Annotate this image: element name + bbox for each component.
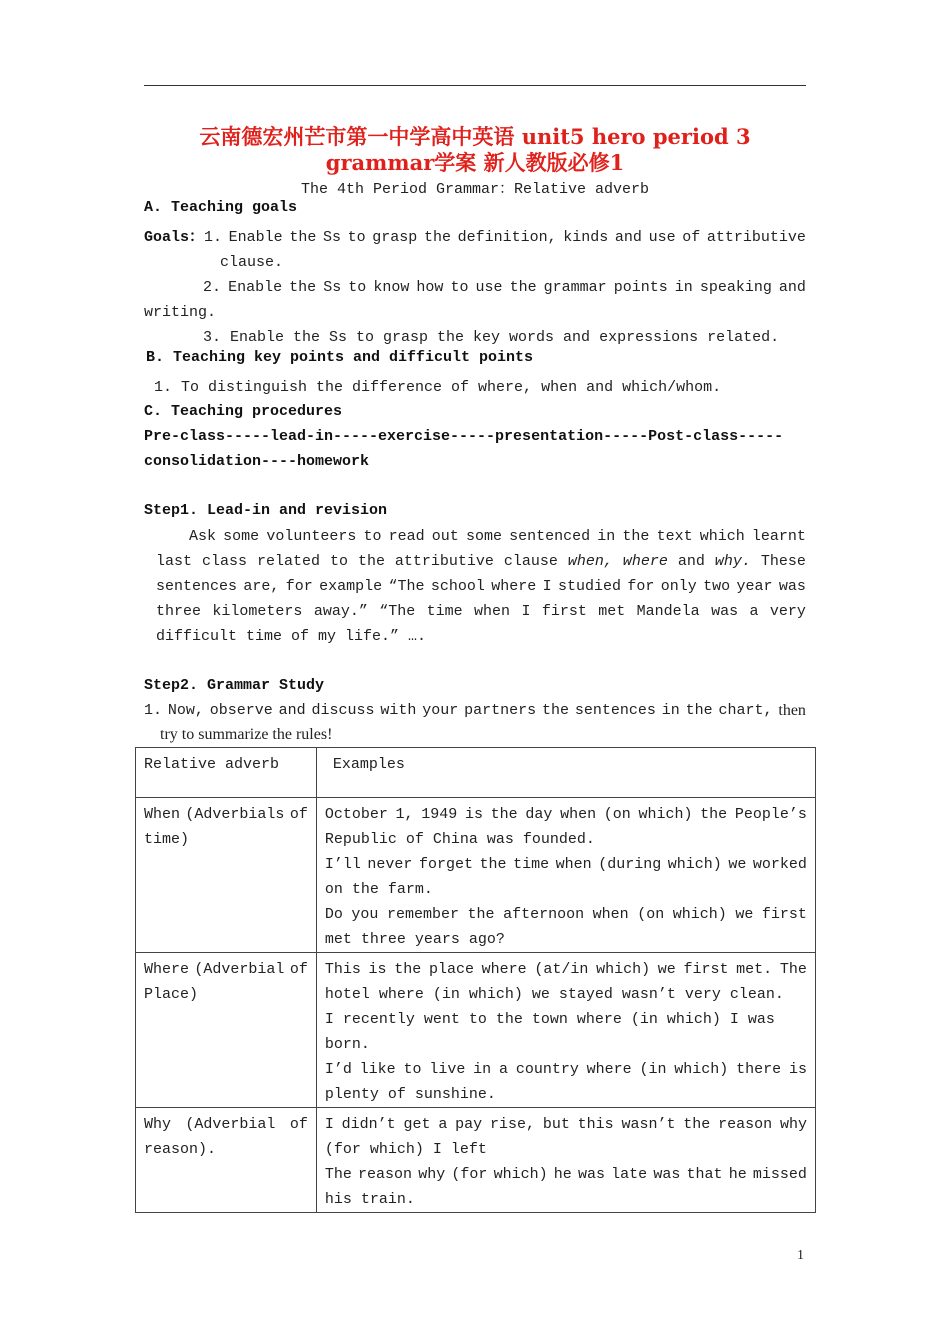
example-sentence-line: plenty of sunshine.	[324, 1086, 496, 1103]
example-sentence-line: met three years ago?	[324, 931, 505, 948]
word: why	[418, 1166, 446, 1183]
word: this	[577, 1116, 614, 1133]
word: the	[542, 702, 570, 719]
header-relative-adverb-label: Relative adverb	[144, 756, 280, 773]
word: day	[525, 806, 553, 823]
word: he	[728, 1166, 747, 1183]
word: I	[521, 603, 531, 620]
goal-2-continuation: writing.	[144, 304, 217, 321]
word: which)	[596, 961, 651, 978]
word: (during	[598, 856, 662, 873]
word: you	[351, 906, 379, 923]
word: that	[686, 1166, 723, 1183]
row-where-examples	[316, 953, 815, 1108]
word: the	[683, 1116, 711, 1133]
word: a	[498, 1061, 508, 1078]
word: and	[778, 279, 806, 296]
word: Mandela	[636, 603, 700, 620]
word: learnt	[751, 528, 806, 545]
procedure-line-2: consolidation----homework	[144, 453, 370, 470]
word: discuss	[311, 702, 375, 719]
word: volunteers	[266, 528, 357, 545]
word: related	[256, 553, 320, 570]
word: Now,	[167, 702, 204, 719]
word: Why	[144, 1116, 172, 1133]
word: the	[394, 961, 422, 978]
row-where-adverb	[136, 953, 317, 1108]
word: some	[223, 528, 260, 545]
word: in	[674, 279, 693, 296]
word: is	[788, 1061, 807, 1078]
document-title-line2: grammar学案 新人教版必修1	[325, 150, 625, 175]
word: in	[661, 702, 680, 719]
word: read	[388, 528, 425, 545]
word: which)	[672, 906, 727, 923]
section-b-heading: B. Teaching key points and difficult points	[146, 349, 534, 366]
word: there	[736, 1061, 782, 1078]
row-where-adverb-line1	[144, 957, 308, 982]
word: the	[509, 279, 537, 296]
word: time	[426, 603, 463, 620]
word: three	[156, 603, 202, 620]
row-why-examples	[316, 1108, 815, 1213]
word: some	[465, 528, 502, 545]
word: reason	[358, 1166, 413, 1183]
step1-line-5: difficult time of my life.” ….	[156, 628, 427, 645]
word: (Adverbial	[194, 961, 285, 978]
word: we	[735, 906, 754, 923]
word: afternoon	[503, 906, 585, 923]
word: when	[560, 806, 597, 823]
word: the	[685, 702, 713, 719]
goals-label: Goals：	[144, 229, 205, 246]
word: which)	[493, 1166, 548, 1183]
row-when-adverb-line1	[144, 802, 308, 827]
word: (for	[451, 1166, 488, 1183]
word: use	[648, 229, 676, 246]
example-sentence-line	[325, 1162, 807, 1187]
word: Where	[144, 961, 190, 978]
header-relative-adverb	[136, 748, 317, 798]
word: the	[289, 229, 317, 246]
example-sentence-line	[325, 852, 807, 877]
word: text	[656, 528, 693, 545]
word: the	[622, 528, 650, 545]
word: in	[597, 528, 616, 545]
word: (on	[637, 906, 665, 923]
word: of	[682, 229, 701, 246]
word: to	[329, 553, 348, 570]
section-a-heading: A. Teaching goals	[144, 199, 298, 216]
word: I’d	[324, 1061, 352, 1078]
word: example	[319, 578, 383, 595]
word: how	[416, 279, 444, 296]
word: Ss	[322, 229, 341, 246]
word: 1,	[395, 806, 414, 823]
word: The	[324, 1166, 352, 1183]
word: grammar	[543, 279, 607, 296]
word: When	[144, 806, 181, 823]
word: (at/in	[534, 961, 589, 978]
word: out	[431, 528, 459, 545]
word: the	[479, 856, 507, 873]
word: of	[289, 806, 308, 823]
word: school	[430, 578, 485, 595]
header-rule	[144, 85, 806, 86]
step1-line-2	[156, 552, 806, 572]
word: kinds	[563, 229, 609, 246]
word: which)	[674, 1061, 729, 1078]
word: first	[541, 603, 587, 620]
word: wasn’t	[621, 1116, 676, 1133]
section-c-heading: C. Teaching procedures	[144, 403, 343, 420]
word: like	[359, 1061, 396, 1078]
word: This	[324, 961, 361, 978]
document-title-line1: 云南德宏州芒市第一中学高中英语 unit5 hero period 3	[199, 124, 751, 149]
word: and	[278, 702, 306, 719]
word: Ss	[323, 279, 342, 296]
word: clause	[503, 553, 558, 570]
word: where	[622, 553, 668, 570]
word: with	[380, 702, 417, 719]
word: a	[438, 1116, 448, 1133]
example-sentence-line	[325, 1112, 807, 1137]
row-when-adverb-line2: time)	[144, 831, 190, 848]
word: of	[289, 1116, 308, 1133]
goal-3-line: 3. Enable the Ss to grasp the key words and expressions related.	[203, 329, 780, 346]
word: was	[577, 1166, 605, 1183]
word: (Adverbial	[185, 1116, 276, 1133]
step2-line-1	[144, 701, 806, 721]
word: use	[475, 279, 503, 296]
row-when-examples	[316, 798, 815, 953]
word: remember	[386, 906, 459, 923]
table-row	[136, 1108, 816, 1213]
word: where	[481, 961, 527, 978]
word: (in	[639, 1061, 667, 1078]
word: the	[289, 279, 317, 296]
word: the	[423, 229, 451, 246]
word: which	[699, 528, 745, 545]
word: 1.	[204, 229, 223, 246]
table-row	[136, 953, 816, 1108]
word: attributive	[706, 229, 806, 246]
word: Do	[324, 906, 343, 923]
example-sentence-line	[325, 902, 807, 927]
step2-line-2: try to summarize the rules!	[160, 726, 333, 743]
goal-2-line	[203, 278, 806, 298]
word: late	[611, 1166, 648, 1183]
word: Ask	[189, 528, 217, 545]
word: missed	[752, 1166, 807, 1183]
word: attributive	[394, 553, 494, 570]
word: when	[555, 856, 592, 873]
document-subtitle: The 4th Period Grammar：Relative adverb	[300, 181, 650, 198]
word: didn’t	[341, 1116, 396, 1133]
word: “The	[388, 578, 425, 595]
word: to	[403, 1061, 422, 1078]
header-examples-label: Examples	[332, 756, 405, 773]
word: only	[660, 578, 697, 595]
table-row	[136, 798, 816, 953]
word: (on	[603, 806, 631, 823]
word: place	[428, 961, 474, 978]
word: rise,	[489, 1116, 535, 1133]
word: know	[373, 279, 410, 296]
word: definition,	[457, 229, 557, 246]
page-number: 1	[797, 1248, 804, 1263]
word: he	[553, 1166, 572, 1183]
section-b-point-1: 1. To distinguish the difference of where, when and which/whom.	[154, 379, 722, 396]
word: the	[467, 906, 495, 923]
word: observe	[209, 702, 273, 719]
word: time	[513, 856, 550, 873]
word: in	[473, 1061, 492, 1078]
word: worked	[752, 856, 807, 873]
row-why-adverb-line2: reason).	[144, 1141, 217, 1158]
row-why-adverb	[136, 1108, 317, 1213]
word: are,	[243, 578, 280, 595]
word: why.	[714, 553, 751, 570]
example-sentence-line: on the farm.	[324, 881, 433, 898]
word: I	[324, 1116, 334, 1133]
word: when	[474, 603, 511, 620]
word: the	[700, 806, 728, 823]
word: never	[367, 856, 413, 873]
row-where-adverb-line2: Place)	[144, 986, 199, 1003]
word: the	[490, 806, 518, 823]
word: “The	[379, 603, 416, 620]
word: points	[613, 279, 668, 296]
table-header-row	[136, 748, 816, 798]
word: which)	[667, 856, 722, 873]
procedure-line-1: Pre-class-----lead-in-----exercise-----presentation-----Post-class-----	[144, 428, 784, 445]
word: country	[515, 1061, 579, 1078]
example-sentence-line: I recently went to the town where (in which) I was born.	[324, 1011, 775, 1053]
word: year	[736, 578, 773, 595]
word: get	[403, 1116, 431, 1133]
word: first	[683, 961, 729, 978]
word: which)	[638, 806, 693, 823]
word: sentenced	[509, 528, 591, 545]
word: to	[347, 229, 366, 246]
word: pay	[455, 1116, 483, 1133]
word: for	[627, 578, 655, 595]
word: live	[429, 1061, 466, 1078]
word: was	[778, 578, 806, 595]
header-examples	[316, 748, 815, 798]
word: reason	[718, 1116, 773, 1133]
word: People’s	[734, 806, 807, 823]
word: to	[348, 279, 367, 296]
example-sentence-line	[325, 1057, 807, 1082]
word: the	[357, 553, 385, 570]
step1-line-3	[156, 577, 806, 597]
relative-adverb-table	[135, 747, 816, 1213]
step2-heading: Step2. Grammar Study	[144, 677, 325, 694]
word: forget	[418, 856, 473, 873]
word: for	[285, 578, 313, 595]
word: class	[201, 553, 247, 570]
word: then	[778, 702, 806, 719]
example-sentence-line: (for which) I left	[324, 1141, 487, 1158]
word: met.	[736, 961, 773, 978]
word: but	[542, 1116, 570, 1133]
row-when-adverb	[136, 798, 317, 953]
word: is	[368, 961, 387, 978]
word: a	[749, 603, 759, 620]
word: where	[586, 1061, 632, 1078]
step1-line-1	[189, 527, 806, 547]
word: October	[324, 806, 388, 823]
word: I’ll	[324, 856, 361, 873]
word: two	[703, 578, 731, 595]
word: of	[289, 961, 308, 978]
word: first	[761, 906, 807, 923]
word: when	[592, 906, 629, 923]
word: is	[464, 806, 483, 823]
goal-1-line	[204, 228, 806, 248]
word: very	[769, 603, 806, 620]
example-sentence-line: hotel where (in which) we stayed wasn’t very clean.	[324, 986, 784, 1003]
example-sentence-line	[325, 802, 807, 827]
word: why	[779, 1116, 807, 1133]
example-sentence-line	[325, 957, 807, 982]
word: was	[711, 603, 739, 620]
word: (Adverbials	[185, 806, 285, 823]
word: studied	[558, 578, 622, 595]
word: sentences	[574, 702, 656, 719]
word: Enable	[228, 279, 283, 296]
word: 2.	[203, 279, 222, 296]
word: 1.	[144, 702, 163, 719]
word: 1949	[421, 806, 458, 823]
word: speaking	[699, 279, 772, 296]
word: and	[677, 553, 705, 570]
word: to	[450, 279, 469, 296]
word: and	[614, 229, 642, 246]
word: when,	[567, 553, 613, 570]
example-sentence-line: his train.	[324, 1191, 415, 1208]
word: your	[422, 702, 459, 719]
goal-1-continuation: clause.	[220, 254, 284, 271]
word: away.”	[313, 603, 368, 620]
word: sentences	[156, 578, 238, 595]
word: we	[657, 961, 676, 978]
word: to	[363, 528, 382, 545]
word: kilometers	[212, 603, 303, 620]
step1-line-4	[156, 602, 806, 622]
word: Enable	[228, 229, 283, 246]
word: grasp	[372, 229, 418, 246]
word: last	[156, 553, 193, 570]
word: where	[491, 578, 537, 595]
word: met	[598, 603, 626, 620]
word: I	[542, 578, 552, 595]
word: These	[760, 553, 806, 570]
row-why-adverb-line1	[144, 1112, 308, 1137]
word: chart,	[718, 702, 773, 719]
example-sentence-line: Republic of China was founded.	[324, 831, 595, 848]
word: we	[728, 856, 747, 873]
word: The	[779, 961, 807, 978]
step1-heading: Step1. Lead-in and revision	[144, 502, 388, 519]
word: partners	[464, 702, 537, 719]
word: was	[653, 1166, 681, 1183]
